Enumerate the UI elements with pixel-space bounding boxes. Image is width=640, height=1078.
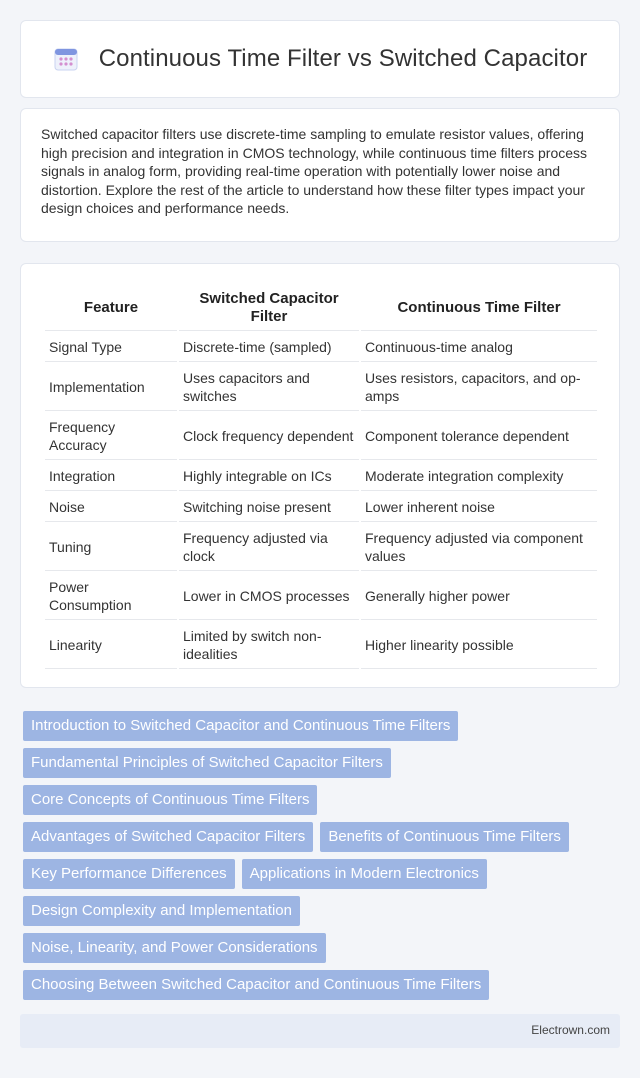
tag-row <box>23 970 623 1000</box>
comparison-table-card <box>20 263 620 688</box>
table-row <box>45 622 597 669</box>
footer <box>20 1014 620 1048</box>
tag-row <box>23 785 623 815</box>
comparison-table <box>43 284 599 671</box>
table-cell: Switching noise present <box>179 493 359 522</box>
topic-tag-link[interactable]: Choosing Between Switched Capacitor and Continuous Time Filters <box>23 970 489 1000</box>
intro-text: Switched capacitor filters use discrete-time sampling to emulate resistor values, offering high precision and integration in CMOS technology, while continuous time filters process signals in analog form, providing real-time operation with potentially lower noise and distortion. Explore the rest of the article to understand how these filter types impact your design choices and performance needs. <box>41 126 588 216</box>
table-row <box>45 524 597 571</box>
column-header-feature: Feature <box>45 286 177 331</box>
topic-tag-link[interactable]: Applications in Modern Electronics <box>242 859 487 889</box>
table-cell: Frequency adjusted via component values <box>361 524 597 571</box>
table-cell: Tuning <box>45 524 177 571</box>
calendar-icon <box>53 46 79 72</box>
topic-tag-link[interactable]: Introduction to Switched Capacitor and Continuous Time Filters <box>23 711 458 741</box>
table-cell: Uses capacitors and switches <box>179 364 359 411</box>
tag-row <box>23 933 623 963</box>
tag-row <box>23 859 623 889</box>
table-header-row <box>45 286 597 331</box>
table-cell: Frequency adjusted via clock <box>179 524 359 571</box>
table-cell: Higher linearity possible <box>361 622 597 669</box>
table-cell: Implementation <box>45 364 177 411</box>
intro-card <box>20 108 620 242</box>
table-cell: Uses resistors, capacitors, and op-amps <box>361 364 597 411</box>
table-cell: Noise <box>45 493 177 522</box>
topic-tag-link[interactable]: Benefits of Continuous Time Filters <box>320 822 569 852</box>
topic-tag-link[interactable]: Noise, Linearity, and Power Considerations <box>23 933 326 963</box>
table-row <box>45 573 597 620</box>
table-row <box>45 462 597 491</box>
table-cell: Continuous-time analog <box>361 333 597 362</box>
table-cell: Clock frequency dependent <box>179 413 359 460</box>
table-cell: Generally higher power <box>361 573 597 620</box>
table-cell: Frequency Accuracy <box>45 413 177 460</box>
table-row <box>45 333 597 362</box>
table-cell: Discrete-time (sampled) <box>179 333 359 362</box>
topic-tag-link[interactable]: Core Concepts of Continuous Time Filters <box>23 785 317 815</box>
column-header-switched-capacitor: Switched Capacitor Filter <box>179 286 359 331</box>
table-cell: Lower inherent noise <box>361 493 597 522</box>
tag-row <box>23 748 623 778</box>
table-row <box>45 493 597 522</box>
column-header-continuous-time: Continuous Time Filter <box>361 286 597 331</box>
topic-tag-link[interactable]: Key Performance Differences <box>23 859 235 889</box>
table-cell: Limited by switch non-idealities <box>179 622 359 669</box>
table-cell: Power Consumption <box>45 573 177 620</box>
table-cell: Integration <box>45 462 177 491</box>
topic-tag-link[interactable]: Design Complexity and Implementation <box>23 896 300 926</box>
table-cell: Highly integrable on ICs <box>179 462 359 491</box>
tag-row <box>23 822 623 852</box>
topic-tag-link[interactable]: Advantages of Switched Capacitor Filters <box>23 822 313 852</box>
table-cell: Lower in CMOS processes <box>179 573 359 620</box>
footer-brand: Electrown.com <box>531 1023 610 1037</box>
tag-row <box>23 711 623 741</box>
tag-row <box>23 896 623 926</box>
title-card <box>20 20 620 98</box>
table-cell: Moderate integration complexity <box>361 462 597 491</box>
table-cell: Component tolerance dependent <box>361 413 597 460</box>
table-row <box>45 413 597 460</box>
table-cell: Linearity <box>45 622 177 669</box>
table-row <box>45 364 597 411</box>
table-cell: Signal Type <box>45 333 177 362</box>
topic-tags <box>23 711 623 1007</box>
page-title: Continuous Time Filter vs Switched Capacitor <box>98 45 588 72</box>
topic-tag-link[interactable]: Fundamental Principles of Switched Capacitor Filters <box>23 748 391 778</box>
